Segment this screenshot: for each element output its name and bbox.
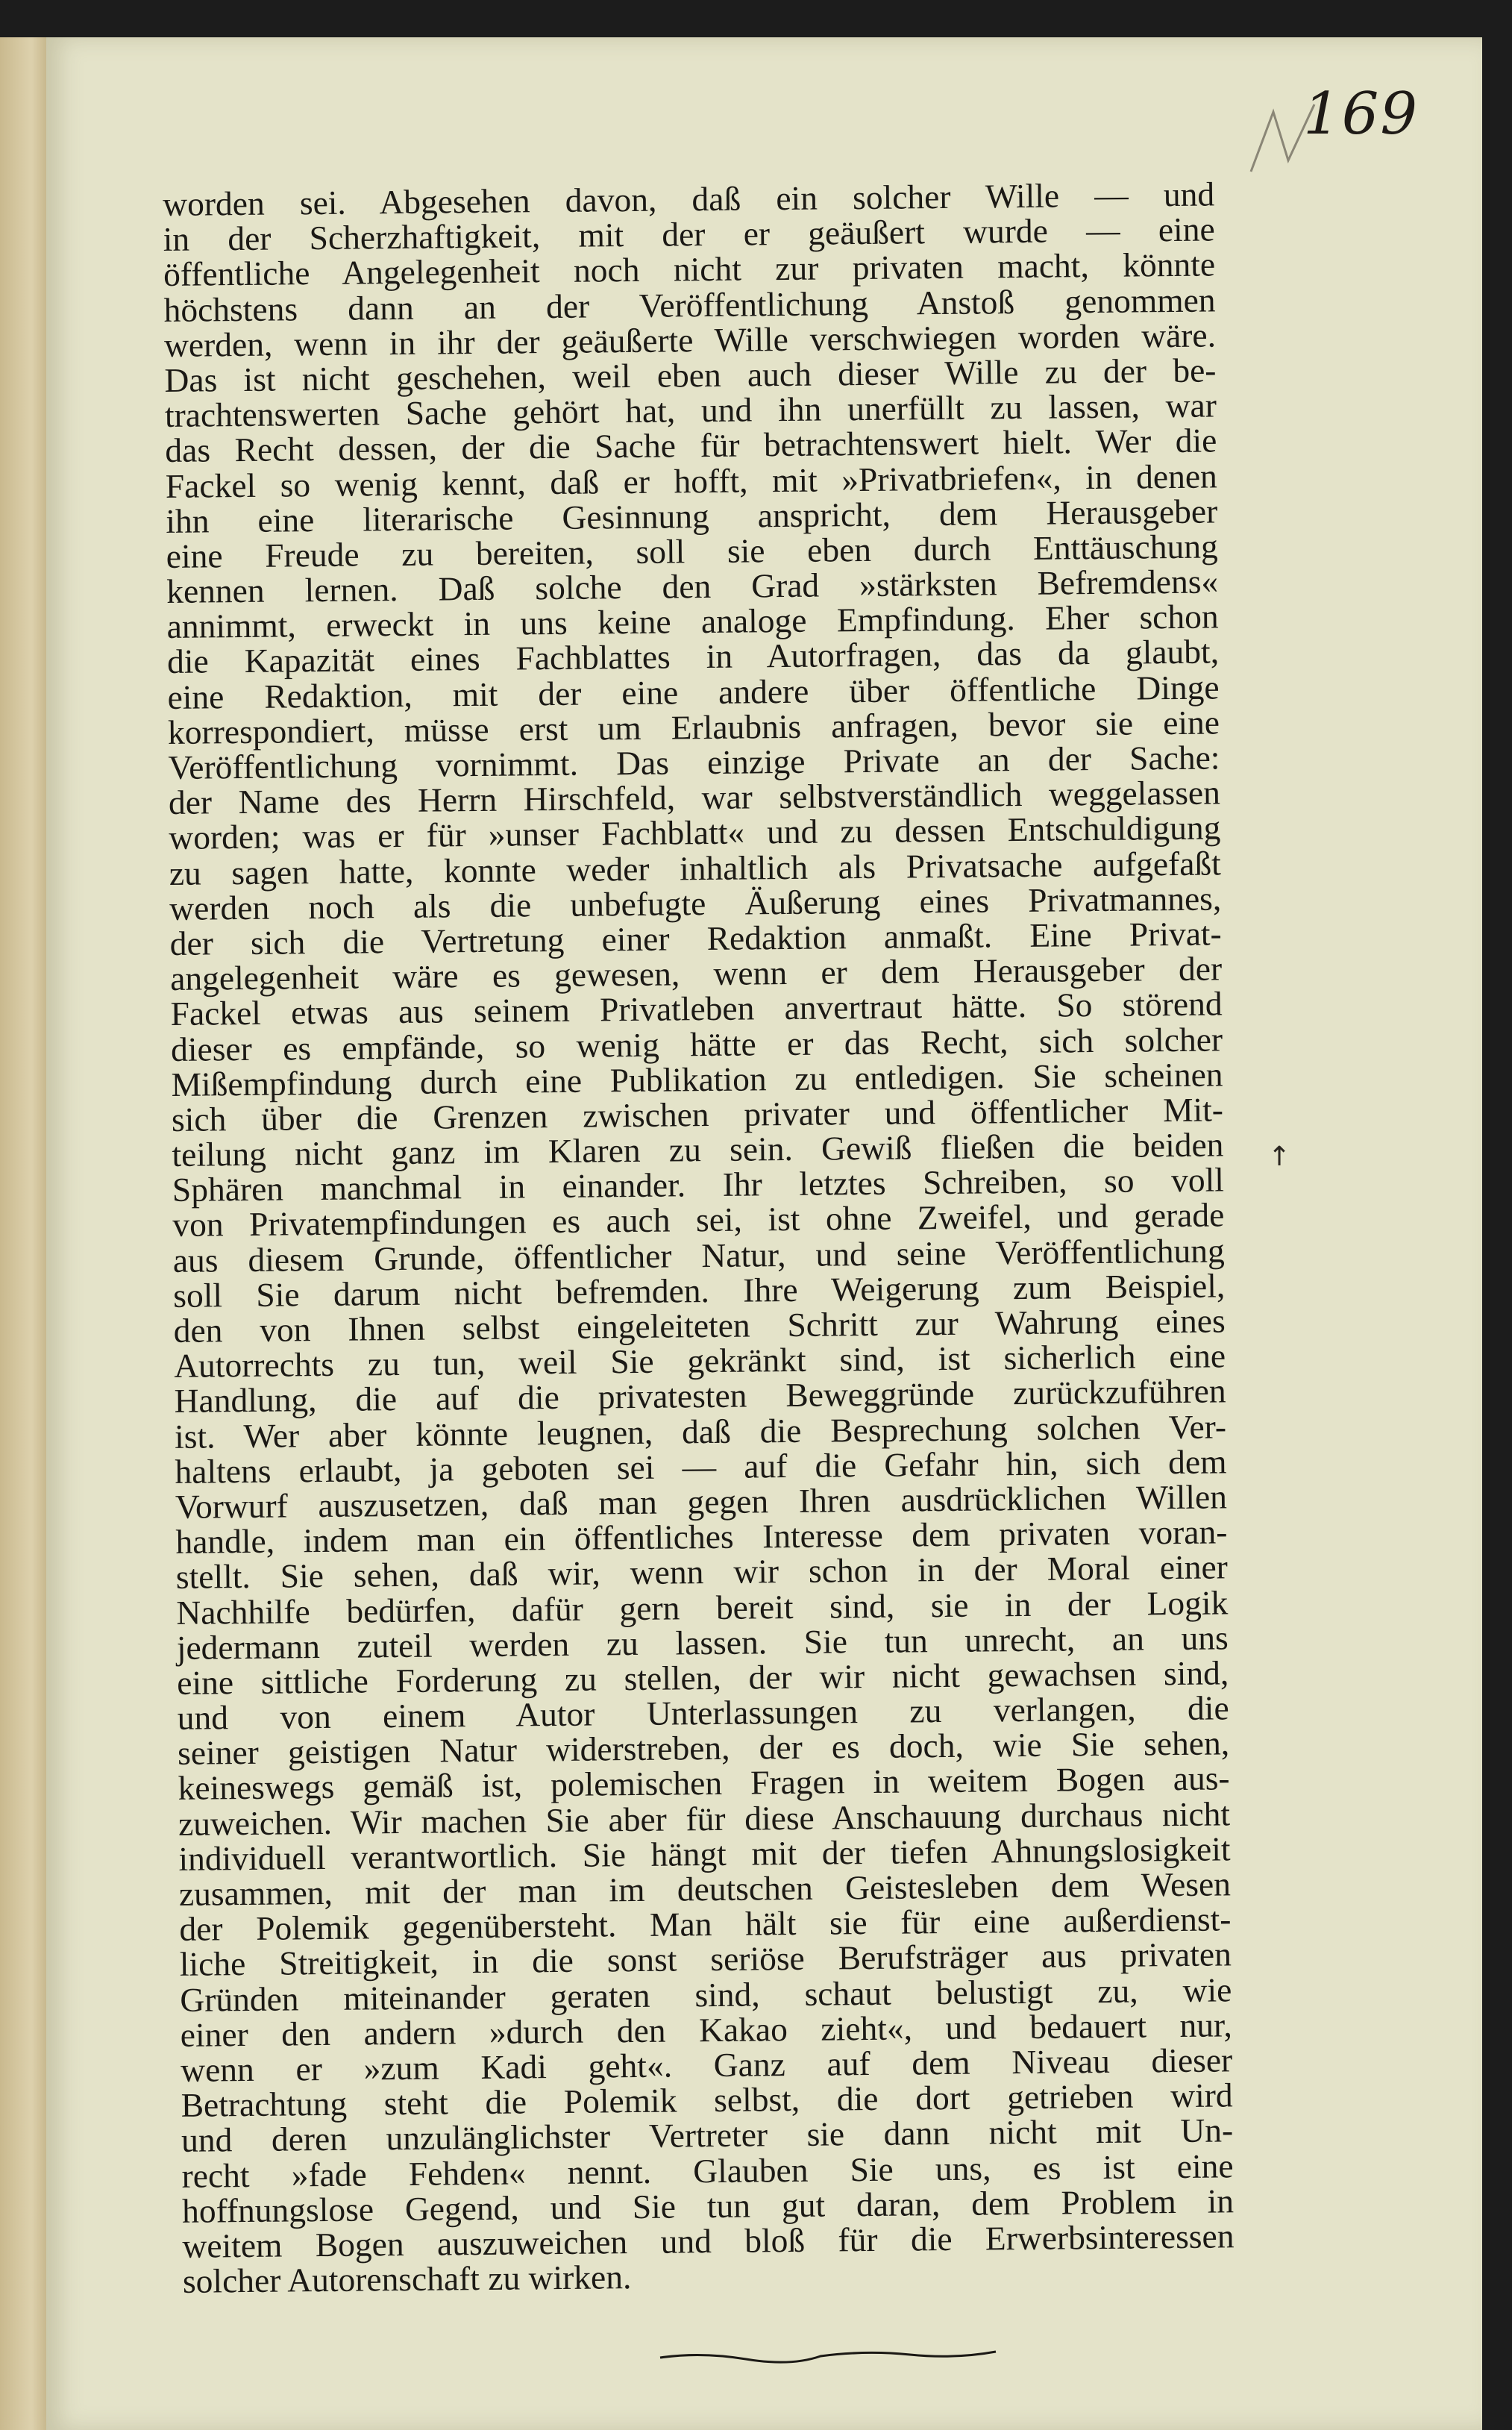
text-line: sich über die Grenzen zwischen privater und öffentlicher Mit- (171, 1090, 1224, 1139)
left-page-edge (0, 37, 52, 2430)
text-line: wenn er »zum Kadi geht«. Ganz auf dem Niveau dieser (180, 2041, 1233, 2089)
text-line: der Polemik gegenübersteht. Man hält sie für eine außerdienst- (179, 1900, 1232, 1949)
text-line: kennen lernen. Daß solche den Grad »stärksten Befremdens« (166, 562, 1219, 611)
text-line: keineswegs gemäß ist, polemischen Fragen in weitem Bogen aus- (178, 1759, 1230, 1808)
text-line: den von Ihnen selbst eingeleiteten Schritt zur Wahrung eines (173, 1301, 1226, 1350)
margin-check-mark: ↑ (1268, 1142, 1291, 1172)
text-line: worden sei. Abgesehen davon, daß ein solcher Wille — und (162, 175, 1215, 223)
text-line: ihn eine literarische Gesinnung anspricht, dem Herausgeber (166, 492, 1218, 540)
text-line: seiner geistigen Natur widerstreben, der es doch, wie Sie sehen, (177, 1723, 1230, 1773)
text-line: annimmt, erweckt in uns keine analoge Empfindung. Eher schon (166, 597, 1219, 646)
text-line: Nachhilfe bedürfen, dafür gern bereit sind, sie in der Logik (176, 1582, 1229, 1632)
text-line: Gründen miteinander geraten sind, schaut belustigt zu, wie (180, 1970, 1232, 2019)
text-line: handle, indem man ein öffentliches Interesse dem privaten voran- (175, 1512, 1228, 1562)
text-line: werden noch als die unbefugte Äußerung eines Privatmannes, (169, 879, 1222, 927)
text-line: soll Sie darum nicht befremden. Ihre Weigerung zum Beispiel, (173, 1266, 1226, 1315)
text-line: hoffnungslose Gegend, und Sie tun gut daran, dem Problem in (181, 2182, 1235, 2230)
text-line: und von einem Autor Unterlassungen zu verlangen, die (177, 1688, 1229, 1737)
text-line: Handlung, die auf die privatesten Beweggründe zurückzuführen (174, 1371, 1226, 1421)
text-line: haltens erlaubt, ja geboten sei — auf die Gefahr hin, sich dem (175, 1442, 1227, 1491)
text-line: eine Freude zu bereiten, soll sie eben durch Enttäuschung (166, 527, 1218, 575)
text-line: einer den andern »durch den Kakao zieht«, und bedauert nur, (180, 2005, 1232, 2054)
text-line: zuweichen. Wir machen Sie aber für diese Anschauung durchaus nicht (178, 1794, 1231, 1843)
text-line: werden, wenn in ihr der geäußerte Wille verschwiegen worden wäre. (163, 316, 1217, 364)
text-line: Fackel so wenig kennt, daß er hofft, mit »Privatbriefen«, in denen (165, 456, 1218, 505)
text-line: ist. Wer aber könnte leugnen, daß die Besprechung solchen Ver- (174, 1406, 1227, 1456)
text-line: von Privatempfindungen es auch sei, ist ohne Zweifel, und gerade (172, 1195, 1225, 1244)
text-line: worden; was er für »unser Fachblatt« und zu dessen Entschuldigung (169, 808, 1221, 857)
text-line: teilung nicht ganz im Klaren zu sein. Gewiß fließen die beiden (172, 1125, 1224, 1174)
text-line: Sphären manchmal in einander. Ihr letztes Schreiben, so voll (172, 1160, 1225, 1209)
text-line: weitem Bogen auszuweichen und bloß für die Erwerbsinteressen (182, 2217, 1235, 2265)
text-line: korrespondiert, müsse erst um Erlaubnis anfragen, bevor sie eine (167, 703, 1220, 751)
text-line: Fackel etwas aus seinem Privatleben anvertraut hätte. So störend (170, 984, 1223, 1033)
text-line: höchstens dann an der Veröffentlichung Anstoß genommen (163, 281, 1216, 329)
text-line: zusammen, mit der man im deutschen Geistesleben dem Wesen (178, 1864, 1232, 1913)
text-line: aus diesem Grunde, öffentlicher Natur, und seine Veröffentlichung (172, 1231, 1225, 1280)
body-paragraph (163, 176, 1235, 2299)
text-line: individuell verantwortlich. Sie hängt mit der tiefen Ahnungslosigkeit (178, 1829, 1231, 1878)
text-line: dieser es empfände, so wenig hätte er das Recht, sich solcher (170, 1019, 1223, 1068)
text-line: in der Scherzhaftigkeit, mit der er geäußert wurde — eine (163, 210, 1215, 259)
text-line: Veröffentlichung vornimmt. Das einzige Private an der Sache: (168, 738, 1220, 786)
text-line: der sich die Vertretung einer Redaktion anmaßt. Eine Privat- (169, 914, 1222, 962)
folio-number: 169 (1303, 81, 1419, 148)
text-line: Autorrechts zu tun, weil Sie gekränkt sind, ist sicherlich eine (173, 1336, 1226, 1385)
end-flourish-rule (656, 2335, 1000, 2373)
text-line: Betrachtung steht die Polemik selbst, die dort getrieben wird (181, 2076, 1233, 2125)
text-line: stellt. Sie sehen, daß wir, wenn wir schon in der Moral einer (175, 1547, 1229, 1597)
text-line: liche Streitigkeit, in die sonst seriöse Berufsträger aus privaten (179, 1935, 1232, 1984)
text-line: angelegenheit wäre es gewesen, wenn er dem Herausgeber der (169, 949, 1223, 998)
text-line: öffentliche Angelegenheit noch nicht zur privaten macht, könnte (163, 245, 1216, 294)
text-line: eine Redaktion, mit der eine andere über öffentliche Dinge (167, 668, 1220, 716)
text-line: Das ist nicht geschehen, weil eben auch dieser Wille zu der be- (164, 351, 1217, 399)
text-line: und deren unzulänglichster Vertreter sie dann nicht mit Un- (181, 2111, 1234, 2160)
text-line: zu sagen hatte, konnte weder inhaltlich als Privatsache aufgefaßt (169, 843, 1222, 892)
text-line: trachtenswerten Sache gehört hat, und ihn unerfüllt zu lassen, war (164, 386, 1217, 435)
text-line: jedermann zuteil werden zu lassen. Sie tun unrecht, an uns (176, 1618, 1229, 1667)
text-line: solcher Autorenschaft zu wirken. (182, 2258, 632, 2300)
text-line: eine sittliche Forderung zu stellen, der wir nicht gewachsen sind, (177, 1653, 1229, 1702)
text-line: die Kapazität eines Fachblattes in Autorfragen, das da glaubt, (166, 632, 1220, 681)
text-line: recht »fade Fehden« nennt. Glauben Sie uns, es ist eine (181, 2146, 1234, 2195)
text-line: Mißempfindung durch eine Publikation zu entledigen. Sie scheinen (171, 1055, 1223, 1103)
text-line: Vorwurf auszusetzen, daß man gegen Ihren ausdrücklichen Willen (175, 1477, 1228, 1526)
text-line: das Recht dessen, der die Sache für betrachtenswert hielt. Wer die (165, 421, 1217, 470)
text-line: der Name des Herrn Hirschfeld, war selbstverständlich weggelassen (168, 773, 1221, 822)
